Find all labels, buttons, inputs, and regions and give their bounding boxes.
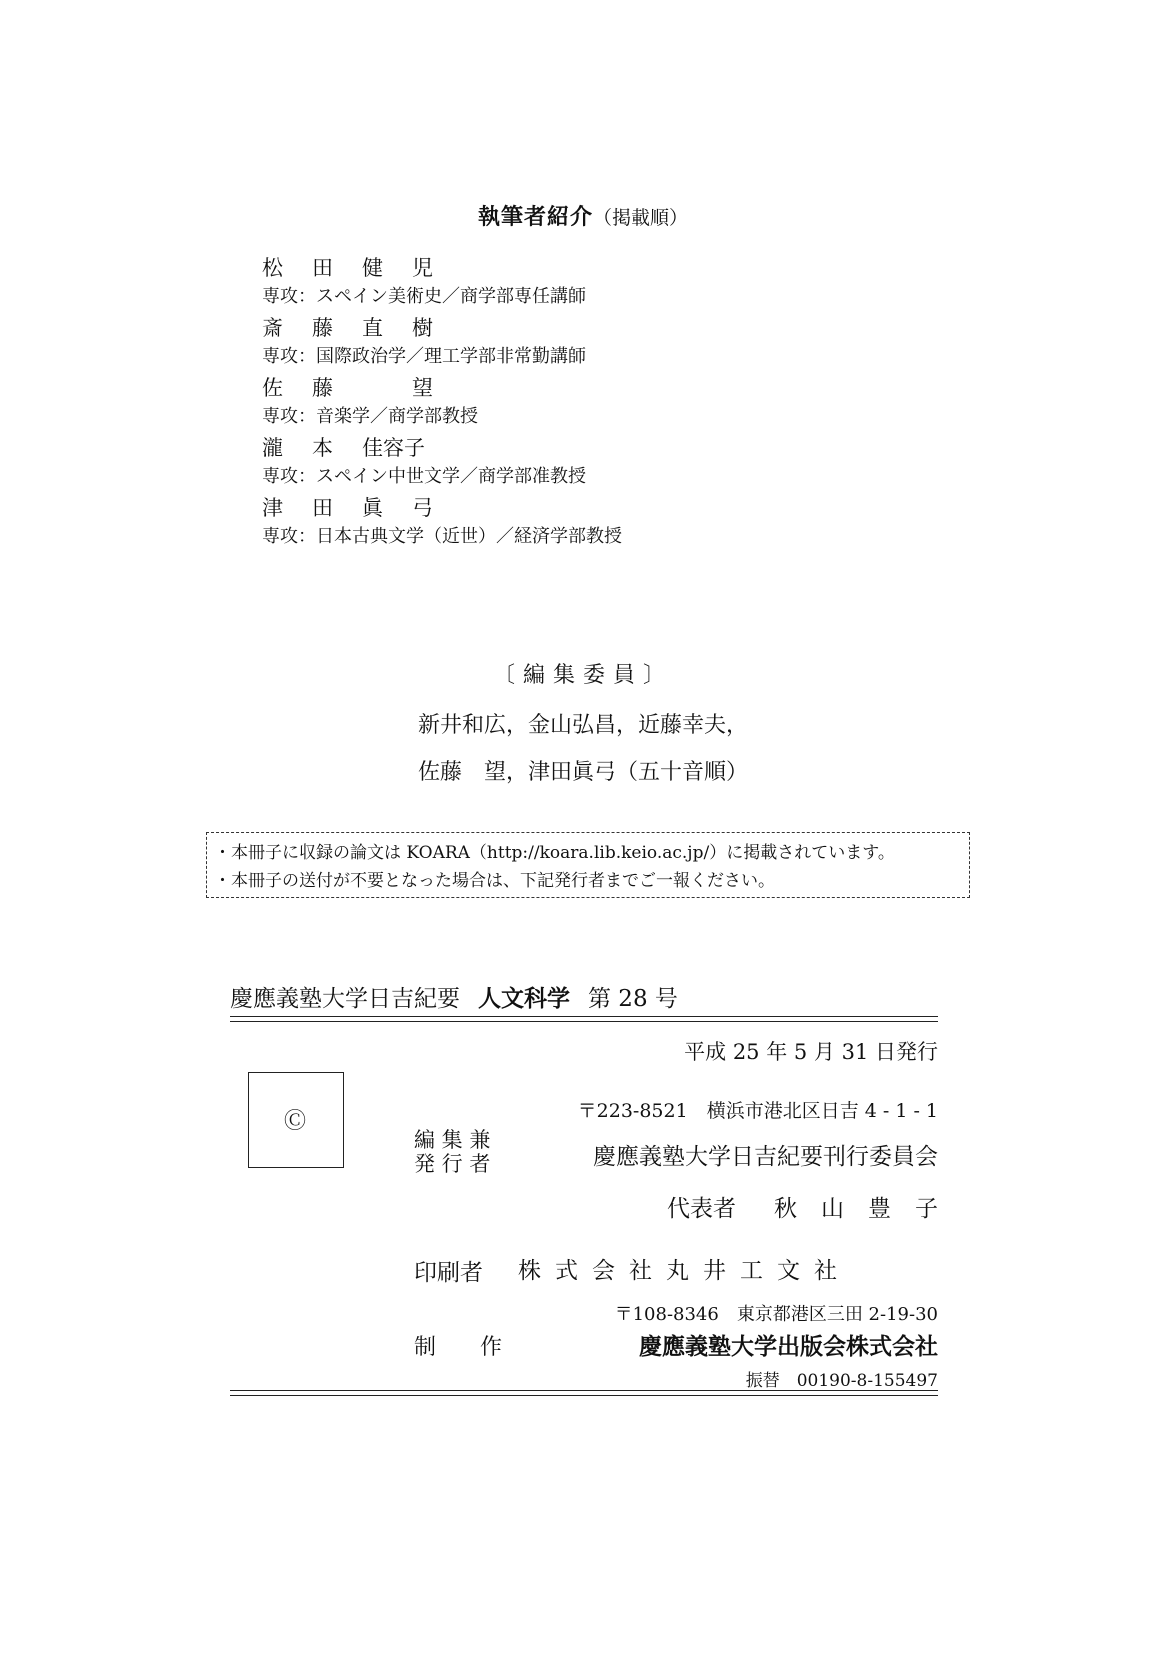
divider xyxy=(230,1021,938,1022)
authors-title: 執筆者紹介 xyxy=(477,205,593,230)
journal-name: 人文科学 xyxy=(478,986,570,1012)
postal-transfer: 振替 00190-8-155497 xyxy=(745,1371,938,1391)
printer-name: 株式会社丸井工文社 xyxy=(518,1258,851,1284)
author-specialty: 専攻：スペイン中世文学／商学部准教授 xyxy=(262,466,586,487)
notice-unsubscribe: ・本冊子の送付が不要となった場合は、下記発行者までご一報ください。 xyxy=(214,871,775,891)
producer-address: 〒108-8346 東京都港区三田 2-19-30 xyxy=(614,1304,938,1325)
issue-number: 第 28 号 xyxy=(588,986,678,1012)
copyright-icon: Ⓒ xyxy=(283,1109,306,1134)
author-name: 松 田 健 児 xyxy=(262,256,433,280)
divider xyxy=(230,1016,938,1017)
printer-label: 印刷者 xyxy=(414,1260,483,1286)
representative: 代表者 秋 山 豊 子 xyxy=(667,1196,938,1222)
author-specialty: 専攻：音楽学／商学部教授 xyxy=(262,406,478,427)
author-specialty: 専攻：スペイン美術史／商学部専任講師 xyxy=(262,286,586,307)
producer-name: 慶應義塾大学出版会株式会社 xyxy=(639,1334,938,1360)
author-specialty: 専攻：国際政治学／理工学部非常勤講師 xyxy=(262,346,586,367)
divider xyxy=(230,1395,938,1396)
publisher-address: 〒223-8521 横浜市港北区日吉 4 - 1 - 1 xyxy=(577,1100,938,1122)
editorial-committee-title: 〔編集委員〕 xyxy=(492,663,673,688)
author-specialty: 専攻：日本古典文学（近世）／経済学部教授 xyxy=(262,526,622,547)
journal-title: 慶應義塾大学日吉紀要 人文科学 第 28 号 xyxy=(230,986,678,1012)
author-name: 斎 藤 直 樹 xyxy=(262,316,433,340)
publisher-name: 慶應義塾大学日吉紀要刊行委員会 xyxy=(593,1144,938,1170)
authors-order-note: （掲載順） xyxy=(593,207,689,229)
author-name: 佐 藤 望 xyxy=(262,376,433,400)
divider xyxy=(230,1390,938,1391)
notice-koara: ・本冊子に収録の論文は KOARA（http://koara.lib.keio.ac.jp/）に掲載されています。 xyxy=(214,843,895,863)
publisher-label: 編 集 兼 発 行 者 xyxy=(414,1128,491,1176)
publication-date: 平成 25 年 5 月 31 日発行 xyxy=(684,1040,938,1064)
author-name: 瀧 本 佳容子 xyxy=(262,436,425,460)
producer-label: 制 作 xyxy=(414,1335,503,1360)
editorial-committee-members: 新井和広，金山弘昌，近藤幸夫， xyxy=(417,713,748,738)
authors-heading xyxy=(0,200,1166,231)
author-name: 津 田 眞 弓 xyxy=(262,496,433,520)
editorial-committee-members: 佐藤 望，津田眞弓（五十音順） xyxy=(417,760,748,785)
